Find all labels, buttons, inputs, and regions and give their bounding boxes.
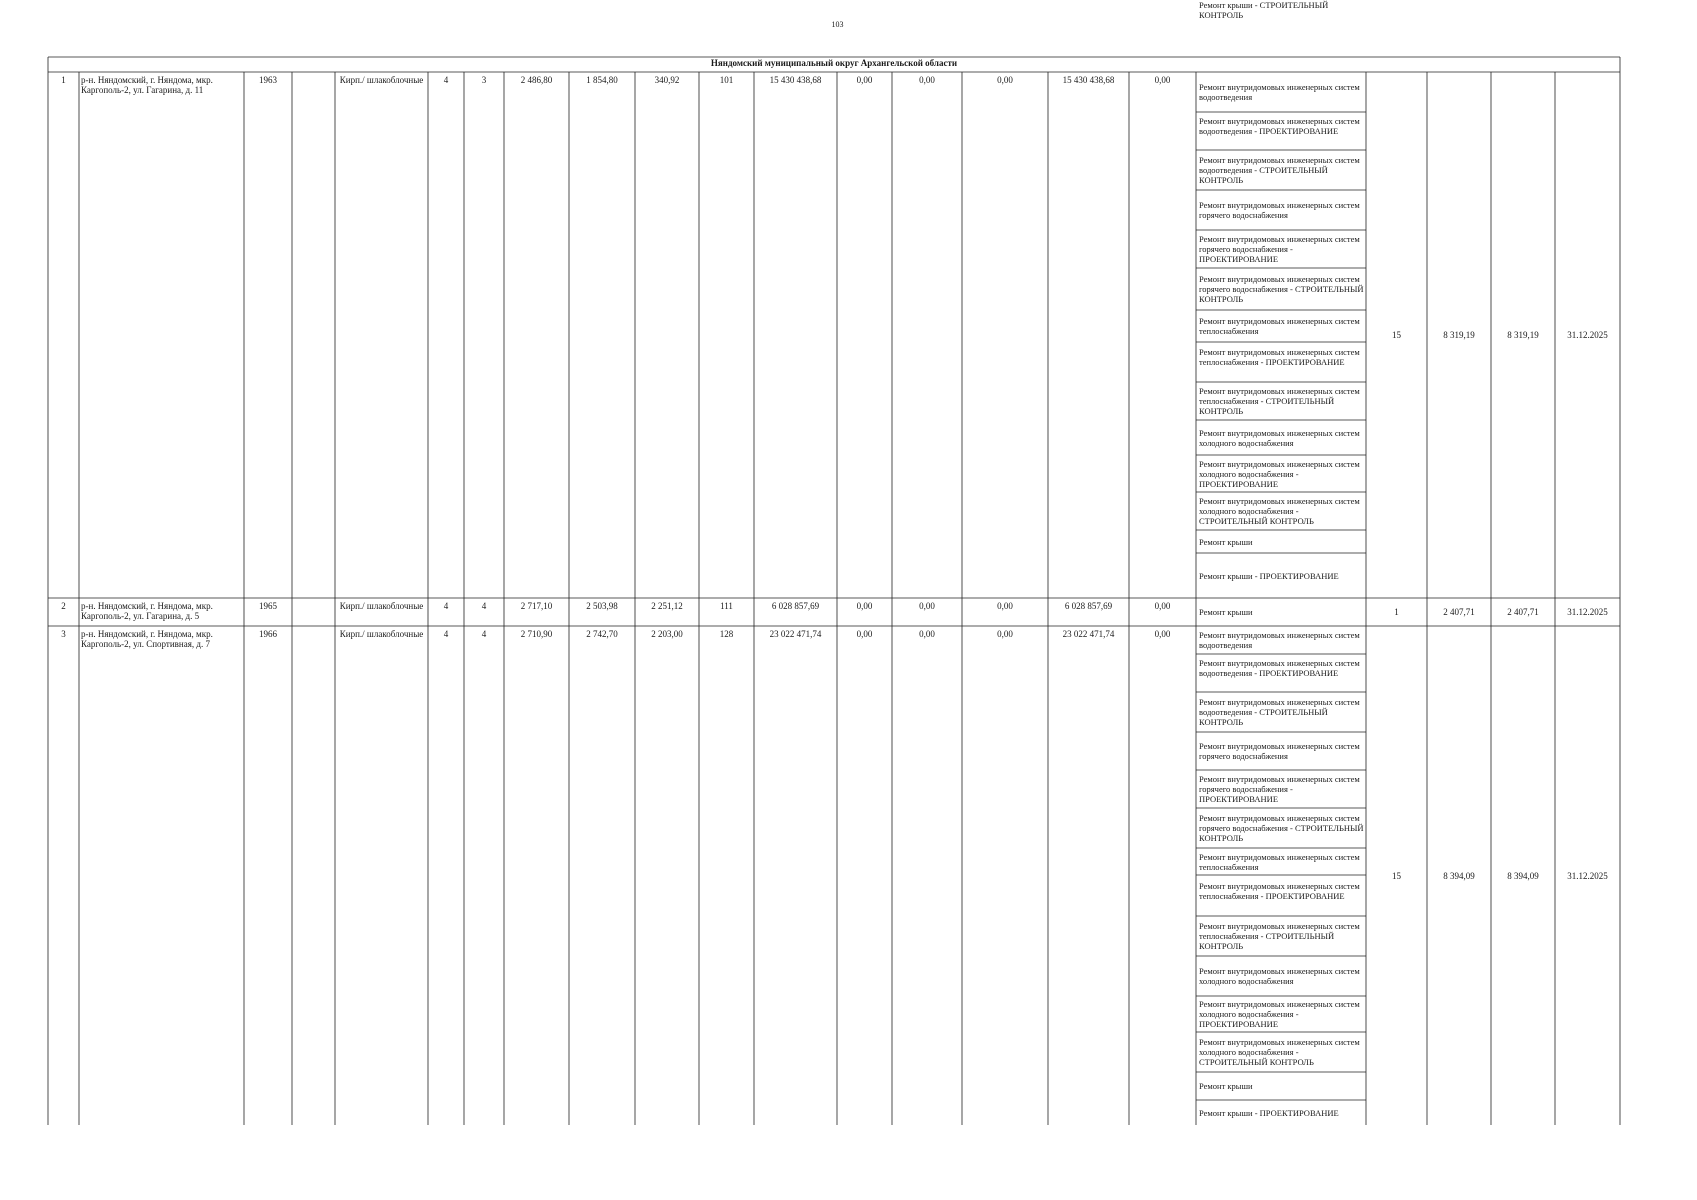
fund-owners: 23 022 471,74: [1062, 629, 1115, 639]
work-item: Ремонт внутридомовых инженерных систем теплоснабжения - ПРОЕКТИРОВАНИЕ: [1199, 880, 1360, 901]
fund-local: 0,00: [997, 75, 1013, 85]
wall-material: Кирп./ шлакоблочные: [339, 75, 424, 85]
row-number: 2: [61, 601, 66, 611]
work-item: Ремонт внутридомовых инженерных систем холодного водоснабжения - ПРОЕКТИРОВАНИЕ: [1199, 458, 1360, 489]
build-year: 1966: [259, 629, 277, 639]
residents: 128: [719, 629, 734, 639]
fund-other: 0,00: [1154, 75, 1171, 85]
work-item: Ремонт внутридомовых инженерных систем горячего водоснабжения - ПРОЕКТИРОВАНИЕ: [1199, 234, 1360, 264]
work-item: Ремонт крыши - СТРОИТЕЛЬНЫЙ КОНТРОЛЬ: [1199, 0, 1329, 20]
unit-cost: 2 407,71: [1443, 607, 1475, 617]
deadline: 31.12.2025: [1567, 607, 1608, 617]
area-total: 2 717,10: [520, 601, 553, 611]
fund-other: 0,00: [1154, 601, 1171, 611]
fund-federal: 0,00: [856, 601, 873, 611]
residents: 111: [720, 601, 733, 611]
max-unit-cost: 8 319,19: [1507, 330, 1539, 340]
unit-cost: 8 394,09: [1443, 870, 1475, 881]
row-number: 1: [61, 75, 66, 85]
wall-material: Кирп./ шлакоблочные: [339, 601, 424, 611]
fund-owners: 15 430 438,68: [1062, 75, 1115, 85]
fund-regional: 0,00: [919, 75, 935, 85]
work-item: Ремонт крыши - ПРОЕКТИРОВАНИЕ: [1199, 570, 1339, 581]
fund-local: 0,00: [997, 629, 1013, 639]
work-item: Ремонт внутридомовых инженерных систем горячего водоснабжения - ПРОЕКТИРОВАНИЕ: [1199, 774, 1360, 804]
fund-local: 0,00: [997, 601, 1013, 611]
work-item: Ремонт крыши: [1199, 536, 1253, 547]
deadline: 31.12.2025: [1567, 330, 1608, 340]
build-year: 1965: [259, 601, 277, 611]
deadline: 31.12.2025: [1567, 870, 1608, 881]
entrances: 4: [481, 629, 487, 639]
work-item: Ремонт внутридомовых инженерных систем теплоснабжения - ПРОЕКТИРОВАНИЕ: [1199, 347, 1360, 367]
fund-regional: 0,00: [919, 629, 935, 639]
work-item: Ремонт внутридомовых инженерных систем водоотведения - ПРОЕКТИРОВАНИЕ: [1199, 658, 1360, 678]
work-item: Ремонт внутридомовых инженерных систем холодного водоснабжения: [1199, 427, 1360, 448]
work-item: Ремонт внутридомовых инженерных систем горячего водоснабжения - СТРОИТЕЛЬНЫЙ КОНТРОЛЬ: [1199, 813, 1364, 843]
work-item: Ремонт внутридомовых инженерных систем горячего водоснабжения - СТРОИТЕЛЬНЫЙ КОНТРОЛЬ: [1199, 274, 1364, 304]
area-nonliving: 340,92: [654, 75, 680, 85]
area-living: 2 503,98: [586, 601, 618, 611]
area-total: 2 710,90: [520, 629, 553, 639]
page-number: 103: [831, 20, 844, 29]
row-number: 3: [61, 629, 66, 639]
max-unit-cost: 2 407,71: [1507, 607, 1539, 617]
work-item: Ремонт внутридомовых инженерных систем теплоснабжения - СТРОИТЕЛЬНЫЙ КОНТРОЛЬ: [1199, 386, 1360, 416]
work-item: Ремонт внутридомовых инженерных систем холодного водоснабжения - СТРОИТЕЛЬНЫЙ КОНТРОЛЬ: [1199, 496, 1360, 526]
work-item: Ремонт крыши: [1199, 1081, 1253, 1091]
work-item: Ремонт внутридомовых инженерных систем водоотведения - СТРОИТЕЛЬНЫЙ КОНТРОЛЬ: [1199, 155, 1360, 185]
work-item: Ремонт внутридомовых инженерных систем горячего водоснабжения: [1199, 200, 1360, 220]
build-year: 1963: [259, 75, 277, 85]
residents: 101: [719, 75, 734, 85]
work-item: Ремонт крыши - ПРОЕКТИРОВАНИЕ: [1199, 1107, 1339, 1118]
work-count: 15: [1392, 330, 1401, 340]
work-item: Ремонт внутридомовых инженерных систем холодного водоснабжения - ПРОЕКТИРОВАНИЕ: [1199, 999, 1360, 1029]
floors: 4: [443, 629, 449, 639]
work-item: Ремонт внутридомовых инженерных систем теплоснабжения - СТРОИТЕЛЬНЫЙ КОНТРОЛЬ: [1199, 921, 1360, 951]
work-item: Ремонт внутридомовых инженерных систем холодного водоснабжения: [1199, 966, 1360, 986]
floors: 4: [443, 601, 449, 611]
work-item: Ремонт внутридомовых инженерных систем горячего водоснабжения: [1199, 741, 1360, 761]
work-item: Ремонт внутридомовых инженерных систем водоотведения: [1199, 630, 1360, 650]
work-count: 15: [1392, 870, 1401, 881]
area-nonliving: 2 251,12: [651, 601, 683, 611]
work-item: Ремонт внутридомовых инженерных систем водоотведения - ПРОЕКТИРОВАНИЕ: [1199, 116, 1360, 136]
floors: 4: [443, 75, 449, 85]
fund-federal: 0,00: [856, 75, 873, 85]
max-unit-cost: 8 394,09: [1507, 870, 1539, 881]
region-title: Няндомский муниципальный округ Архангельской области: [710, 58, 958, 68]
cost-total: 6 028 857,69: [771, 601, 820, 611]
address: р-н. Няндомский, г. Няндома, мкр. Каргополь-2, ул. Гагарина, д. 11: [81, 75, 213, 95]
fund-regional: 0,00: [919, 601, 935, 611]
entrances: 3: [481, 75, 487, 85]
work-item: Ремонт внутридомовых инженерных систем теплоснабжения: [1199, 316, 1360, 336]
work-item: Ремонт внутридомовых инженерных систем теплоснабжения: [1199, 851, 1360, 872]
work-count: 1: [1394, 607, 1399, 617]
address: р-н. Няндомский, г. Няндома, мкр. Каргополь-2, ул. Спортивная, д. 7: [81, 629, 213, 649]
unit-cost: 8 319,19: [1443, 330, 1475, 340]
area-living: 1 854,80: [586, 75, 618, 85]
entrances: 4: [481, 601, 487, 611]
work-item: Ремонт внутридомовых инженерных систем холодного водоснабжения - СТРОИТЕЛЬНЫЙ КОНТРОЛЬ: [1199, 1037, 1360, 1067]
fund-owners: 6 028 857,69: [1064, 601, 1113, 611]
wall-material: Кирп./ шлакоблочные: [339, 629, 424, 639]
area-nonliving: 2 203,00: [651, 629, 683, 639]
area-living: 2 742,70: [586, 629, 618, 639]
address: р-н. Няндомский, г. Няндома, мкр. Каргополь-2, ул. Гагарина, д. 5: [81, 601, 213, 621]
work-item: Ремонт внутридомовых инженерных систем водоотведения: [1199, 82, 1360, 102]
fund-other: 0,00: [1154, 629, 1171, 639]
area-total: 2 486,80: [520, 75, 553, 85]
work-item: Ремонт внутридомовых инженерных систем водоотведения - СТРОИТЕЛЬНЫЙ КОНТРОЛЬ: [1199, 697, 1360, 727]
cost-total: 23 022 471,74: [769, 629, 822, 639]
cost-total: 15 430 438,68: [769, 75, 822, 85]
work-item: Ремонт крыши: [1199, 607, 1253, 617]
fund-federal: 0,00: [856, 629, 873, 639]
